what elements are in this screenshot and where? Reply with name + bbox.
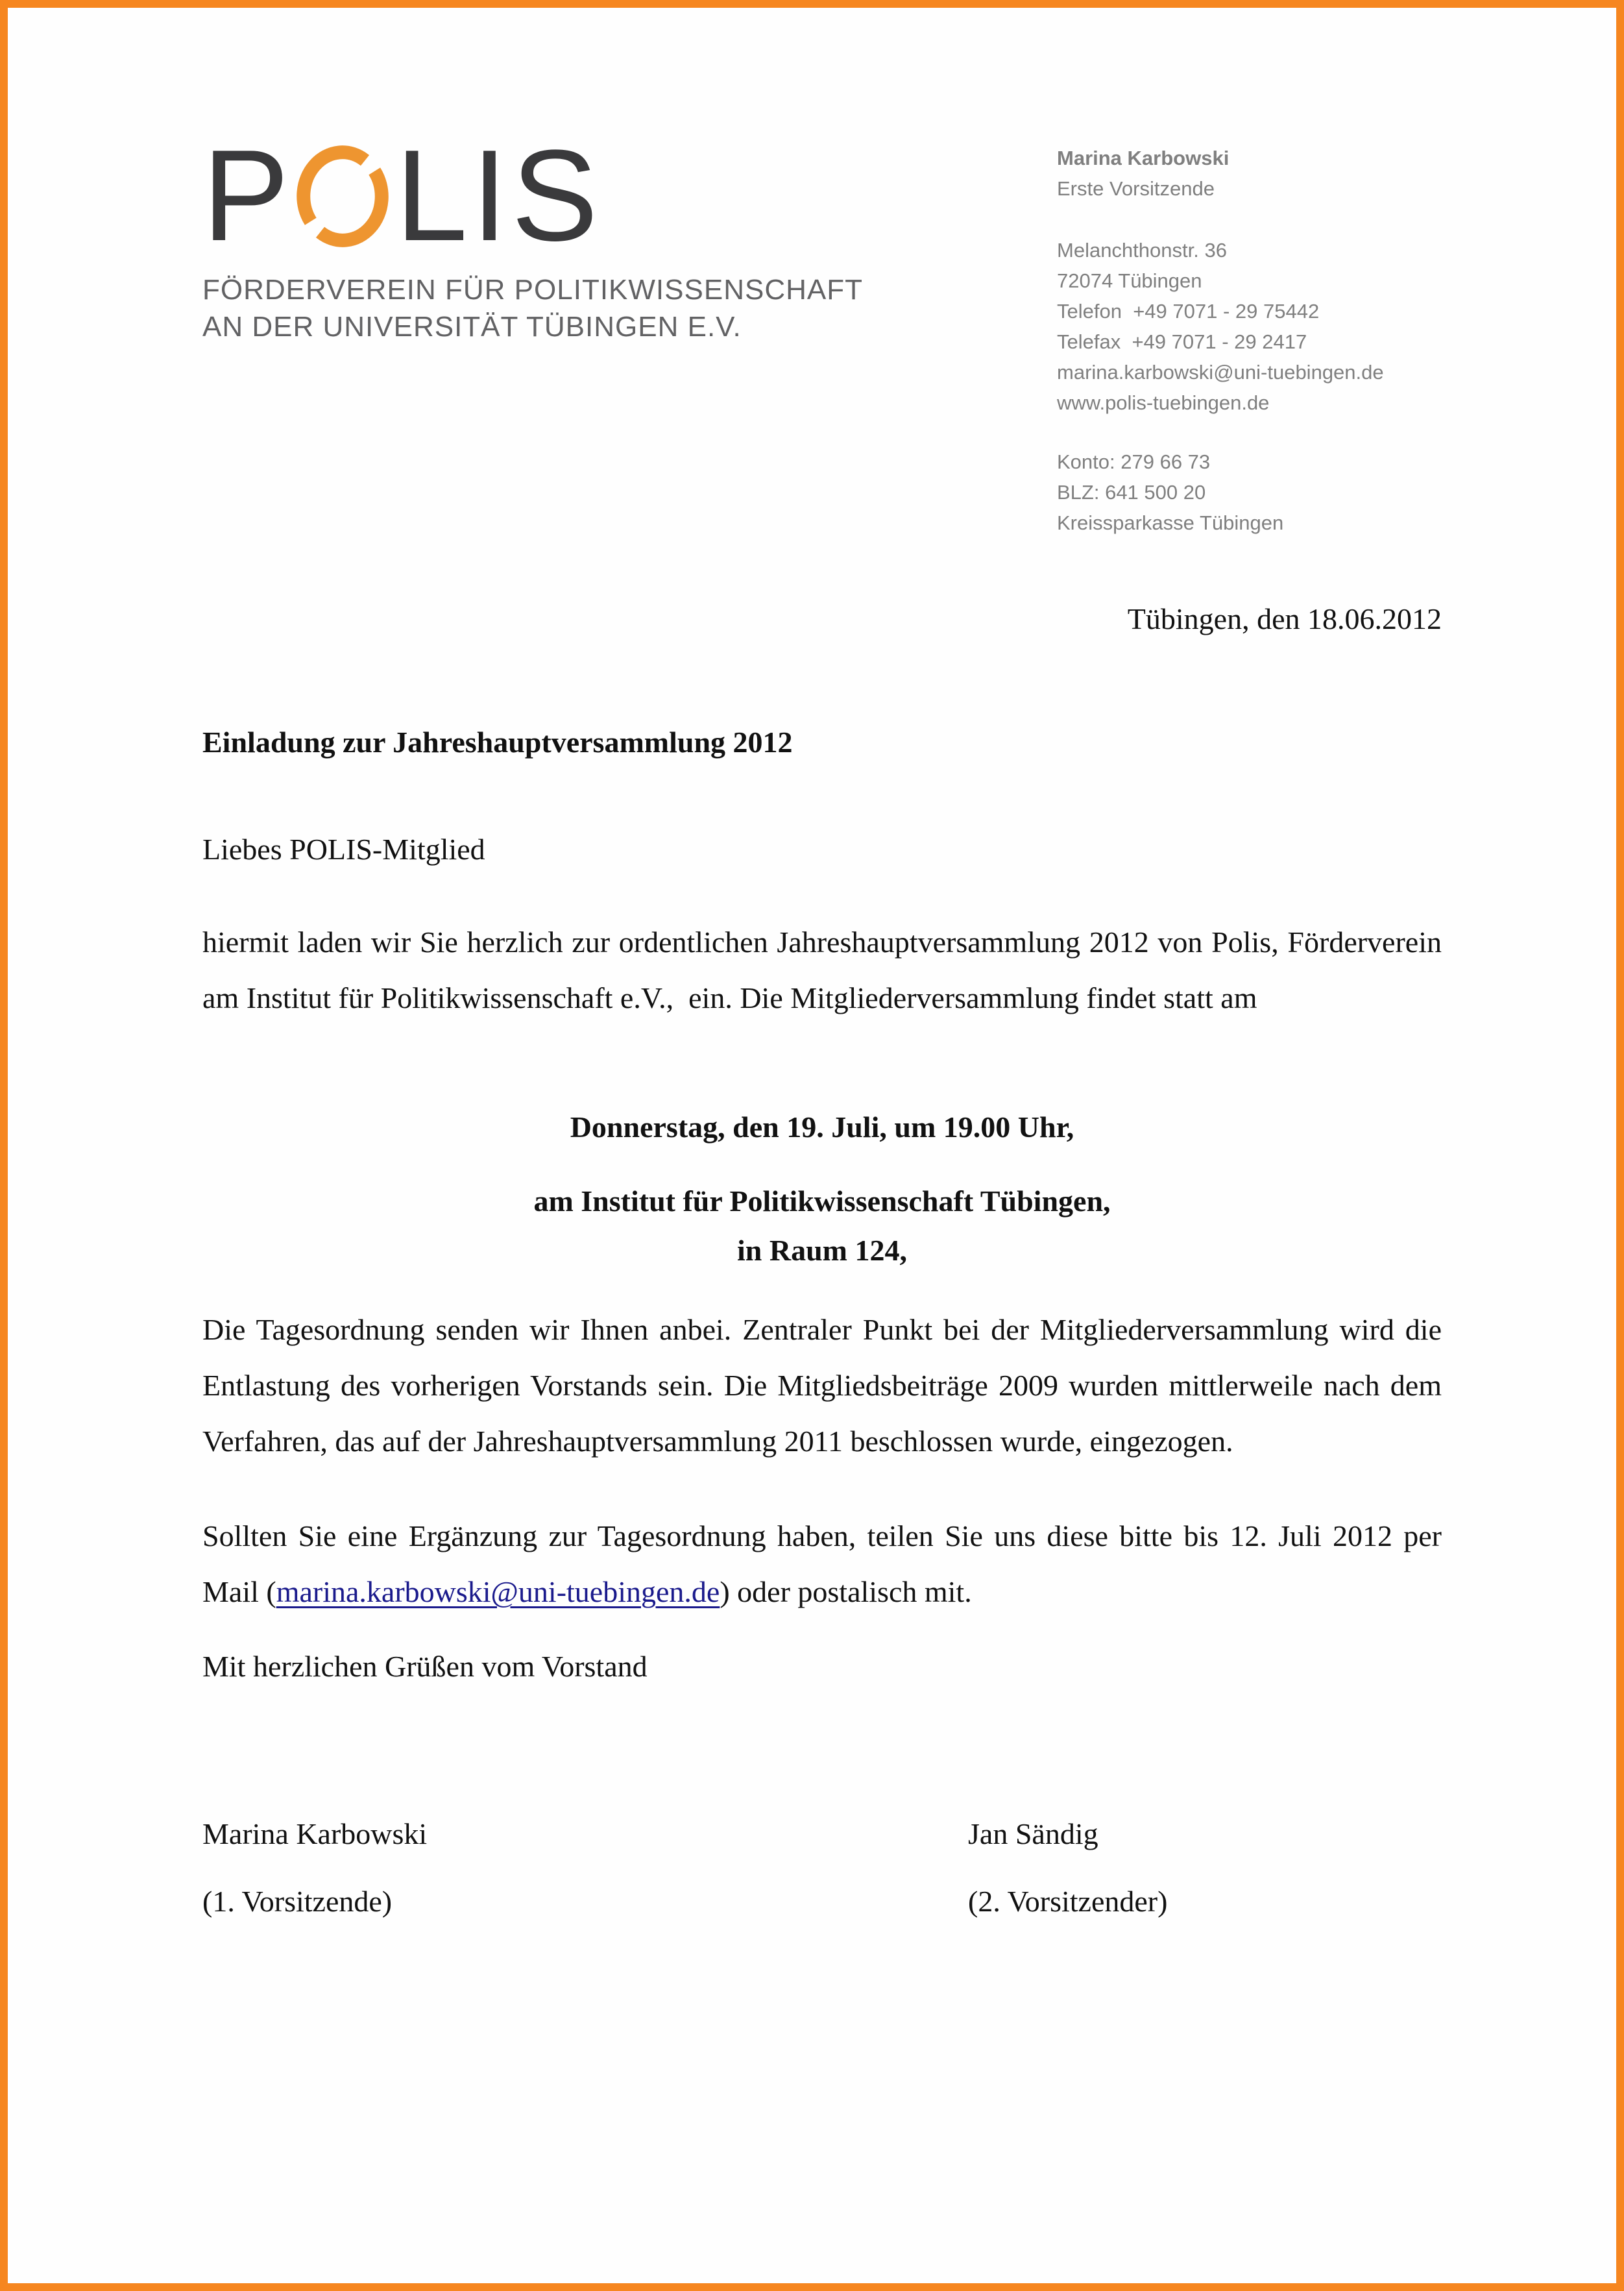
bank-blz: BLZ: 641 500 20: [1057, 481, 1206, 504]
email-link[interactable]: marina.karbowski@uni-tuebingen.de: [276, 1575, 720, 1608]
signature-right-role: (2. Vorsitzender): [968, 1885, 1168, 1918]
contact-block: [1057, 143, 1442, 538]
contact-email: marina.karbowski@uni-tuebingen.de: [1057, 361, 1384, 384]
bank-details: [1057, 447, 1442, 538]
event-details: [202, 1107, 1442, 1271]
contact-address: [1057, 235, 1442, 418]
paragraph-supplement-after: ) oder postalisch mit.: [720, 1575, 972, 1608]
letter-content: [202, 8, 1442, 1920]
bank-account: Konto: 279 66 73: [1057, 450, 1211, 473]
logo-letters-lis: LIS: [395, 123, 602, 268]
logo-letter-p: P: [202, 123, 293, 268]
paragraph-agenda: Die Tagesordnung senden wir Ihnen anbei. Zentraler Punkt bei der Mitgliederversammlung wird die Entlastung des vorherigen Vorstands sein. Die Mitgliedsbeiträge 2009 wurden mittlerweile nach dem Verfahren, das auf der Jahreshauptversammlung 2011 beschlossen wurde, eingezogen.: [202, 1313, 1442, 1458]
contact-phone: Telefon +49 7071 - 29 75442: [1057, 300, 1320, 323]
contact-city: 72074 Tübingen: [1057, 269, 1202, 292]
signature-right: [968, 1816, 1442, 1920]
paragraph-supplement: [202, 1508, 1442, 1620]
bank-name: Kreissparkasse Tübingen: [1057, 511, 1284, 534]
polis-logo-word: [202, 123, 981, 268]
contact-fax: Telefax +49 7071 - 29 2417: [1057, 330, 1307, 353]
salutation: Liebes POLIS-Mitglied: [202, 833, 485, 866]
signature-left-name: Marina Karbowski: [202, 1817, 428, 1850]
polis-ring-icon: [294, 143, 391, 250]
signature-right-name: Jan Sändig: [968, 1817, 1098, 1850]
signature-left-role: (1. Vorsitzende): [202, 1885, 393, 1918]
subject-line: Einladung zur Jahreshauptversammlung 2012: [202, 726, 793, 759]
event-room: in Raum 124,: [737, 1234, 907, 1267]
contact-name: Marina Karbowski: [1057, 147, 1230, 169]
paragraph-supplement-before: Sollten Sie eine Ergänzung zur Tagesordnung haben, teilen Sie uns diese bitte bis 12. Juli 2012 per Mail (: [202, 1519, 1442, 1608]
polis-logo: [202, 123, 981, 345]
date-line: Tübingen, den 18.06.2012: [1127, 602, 1442, 635]
closing-line: Mit herzlichen Grüßen vom Vorstand: [202, 1650, 648, 1683]
ring-arc-bottom-right: [321, 171, 382, 240]
signature-left: [202, 1816, 968, 1920]
contact-role: Erste Vorsitzende: [1057, 177, 1215, 200]
paragraph-invitation: hiermit laden wir Sie herzlich zur ordentlichen Jahreshauptversammlung 2012 von Polis, Förderverein am Institut für Politikwissenschaft e.V., ein. Die Mitgliederversammlung findet statt am: [202, 925, 1442, 1014]
event-location: am Institut für Politikwissenschaft Tübingen,: [533, 1184, 1111, 1218]
contact-street: Melanchthonstr. 36: [1057, 239, 1227, 262]
letterhead: [202, 123, 1442, 538]
event-date-time: Donnerstag, den 19. Juli, um 19.00 Uhr,: [570, 1110, 1074, 1144]
contact-website: www.polis-tuebingen.de: [1057, 391, 1270, 414]
signature-row: [202, 1816, 1442, 1920]
ring-arc-top-left: [304, 152, 365, 221]
logo-subline-2: AN DER UNIVERSITÄT TÜBINGEN E.V.: [202, 311, 742, 343]
logo-subline-1: FÖRDERVEREIN FÜR POLITIKWISSENSCHAFT: [202, 274, 863, 306]
